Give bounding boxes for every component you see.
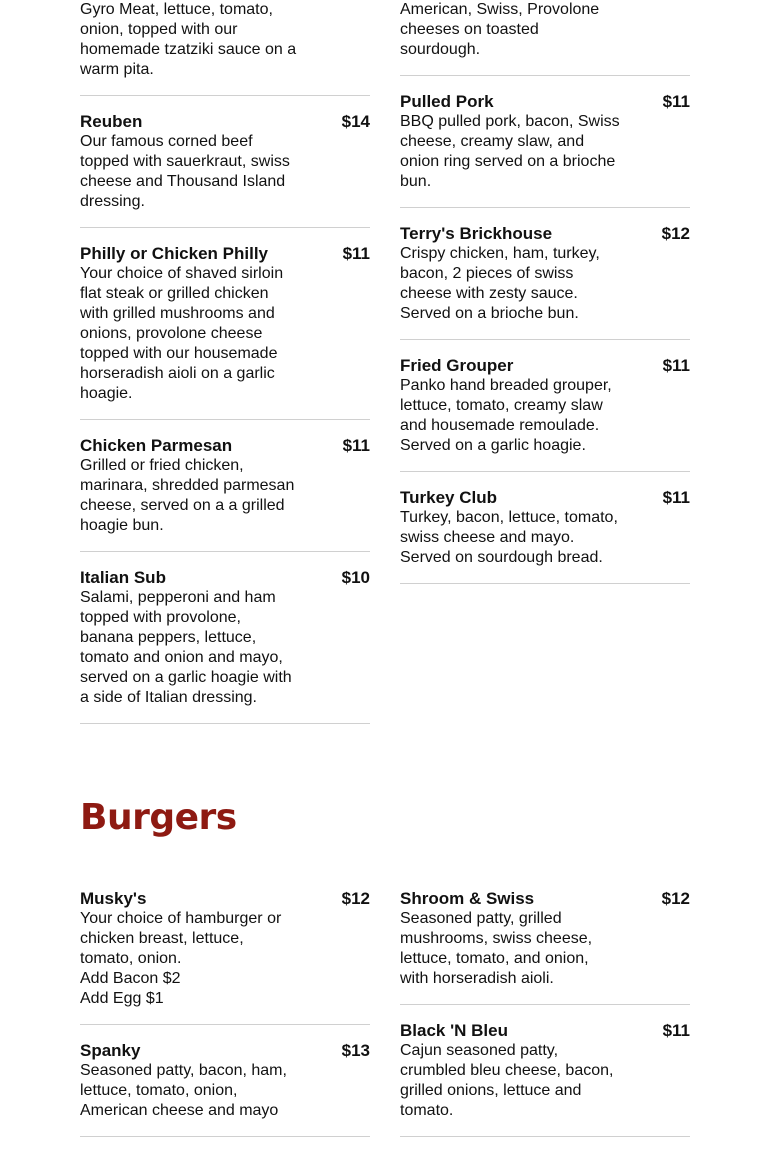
menu-item-philly bbox=[80, 244, 370, 420]
item-price: $11 bbox=[662, 488, 690, 507]
item-name: Pulled Pork bbox=[400, 92, 494, 111]
item-name: Philly or Chicken Philly bbox=[80, 244, 268, 263]
item-description: Panko hand breaded grouper, lettuce, tomato, creamy slaw and housemade remoulade. Served on a garlic hoagie. bbox=[400, 377, 612, 454]
item-price: $12 bbox=[341, 889, 370, 908]
item-price: $11 bbox=[662, 92, 690, 111]
item-description: American, Swiss, Provolone cheeses on toasted sourdough. bbox=[400, 1, 600, 58]
item-name: Fried Grouper bbox=[400, 356, 514, 375]
menu-item-grilled-cheese bbox=[400, 0, 690, 76]
item-description: Your choice of hamburger or chicken breast, lettuce, tomato, onion. Add Bacon $2 Add Egg $1 bbox=[80, 910, 282, 1007]
item-name: Musky's bbox=[80, 889, 147, 908]
menu-item-italian-sub bbox=[80, 568, 370, 724]
menu-item-reuben bbox=[80, 112, 370, 228]
item-description: Cajun seasoned patty, crumbled bleu cheese, bacon, grilled onions, lettuce and tomato. bbox=[400, 1042, 614, 1119]
menu-item-pulled-pork bbox=[400, 92, 690, 208]
burgers-left-column bbox=[80, 889, 370, 1153]
item-name: Spanky bbox=[80, 1041, 141, 1060]
item-description: BBQ pulled pork, bacon, Swiss cheese, creamy slaw, and onion ring served on a brioche bun. bbox=[400, 113, 620, 190]
item-name: Reuben bbox=[80, 112, 143, 131]
item-price: $10 bbox=[341, 568, 370, 587]
item-price: $11 bbox=[662, 356, 690, 375]
menu-item-spanky bbox=[80, 1041, 370, 1137]
item-name: Terry's Brickhouse bbox=[400, 224, 553, 243]
item-description: Gyro Meat, lettuce, tomato, onion, topped with our homemade tzatziki sauce on a warm pita. bbox=[80, 1, 297, 78]
section-title-burgers: Burgers bbox=[80, 797, 237, 838]
item-description: Seasoned patty, grilled mushrooms, swiss cheese, lettuce, tomato, and onion, with horseradish aioli. bbox=[400, 910, 593, 987]
item-description: Our famous corned beef topped with sauerkraut, swiss cheese and Thousand Island dressing. bbox=[80, 133, 290, 210]
item-description: Salami, pepperoni and ham topped with provolone, banana peppers, lettuce, tomato and onion and mayo, served on a garlic hoagie with a side of Italian dressing. bbox=[80, 589, 292, 706]
item-price: $11 bbox=[342, 436, 370, 455]
item-description: Crispy chicken, ham, turkey, bacon, 2 pieces of swiss cheese with zesty sauce. Served on a brioche bun. bbox=[400, 245, 600, 322]
item-price: $11 bbox=[342, 244, 370, 263]
burgers-right-column bbox=[400, 889, 690, 1153]
sandwiches-right-column bbox=[400, 0, 690, 600]
item-description: Grilled or fried chicken, marinara, shredded parmesan cheese, served on a a grilled hoagie bun. bbox=[80, 457, 295, 534]
item-description: Your choice of shaved sirloin flat steak or grilled chicken with grilled mushrooms and onions, provolone cheese topped with our housemade horseradish aioli on a garlic hoagie. bbox=[80, 265, 284, 402]
menu-item-chicken-parmesan bbox=[80, 436, 370, 552]
menu-item-muskys bbox=[80, 889, 370, 1025]
item-price: $14 bbox=[341, 112, 370, 131]
item-price: $12 bbox=[661, 224, 690, 243]
item-description: Seasoned patty, bacon, ham, lettuce, tomato, onion, American cheese and mayo bbox=[80, 1062, 287, 1119]
item-name: Chicken Parmesan bbox=[80, 436, 233, 455]
menu-item-fried-grouper bbox=[400, 356, 690, 472]
item-price: $13 bbox=[341, 1041, 370, 1060]
item-name: Black 'N Bleu bbox=[400, 1021, 508, 1040]
menu-item-gyro bbox=[80, 0, 370, 96]
item-price: $11 bbox=[662, 1021, 690, 1040]
menu-item-terrys-brickhouse bbox=[400, 224, 690, 340]
item-description: Turkey, bacon, lettuce, tomato, swiss cheese and mayo. Served on sourdough bread. bbox=[400, 509, 618, 566]
item-name: Italian Sub bbox=[80, 568, 166, 587]
item-name: Turkey Club bbox=[400, 488, 497, 507]
item-price: $12 bbox=[661, 889, 690, 908]
menu-item-shroom-swiss bbox=[400, 889, 690, 1005]
menu-item-turkey-club bbox=[400, 488, 690, 584]
sandwiches-left-column bbox=[80, 0, 370, 740]
item-name: Shroom & Swiss bbox=[400, 889, 535, 908]
